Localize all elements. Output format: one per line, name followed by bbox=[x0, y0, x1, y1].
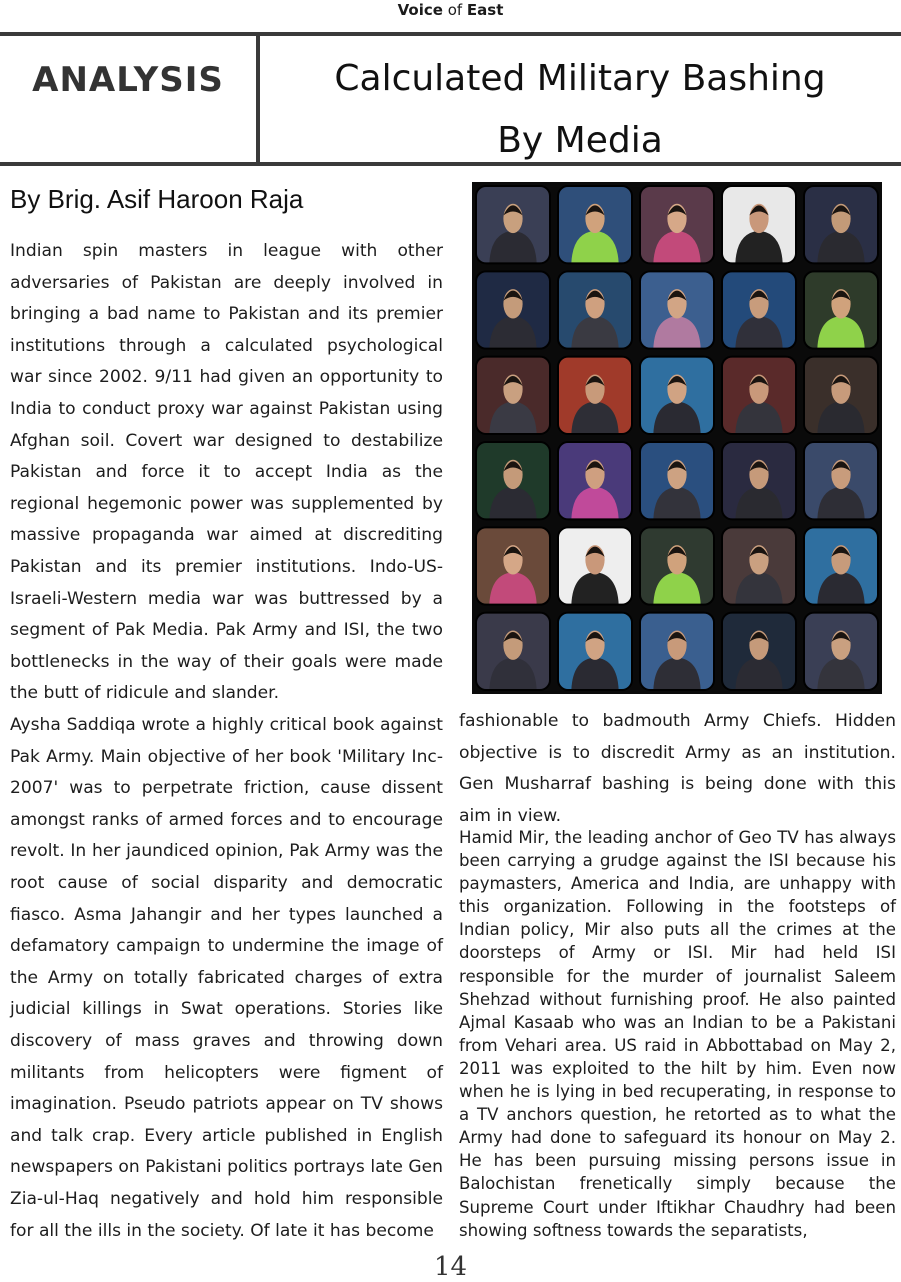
tv-screens-icon bbox=[472, 182, 882, 694]
tv-screen bbox=[722, 271, 796, 348]
article-title-line-1: Calculated Military Bashing bbox=[334, 58, 826, 99]
tv-screen bbox=[558, 271, 632, 348]
tv-screen bbox=[804, 357, 878, 434]
article-column-left-bottom bbox=[10, 710, 443, 1247]
header-divider bbox=[256, 36, 260, 164]
tv-screen bbox=[804, 271, 878, 348]
paragraph: Hamid Mir, the leading anchor of Geo TV has always been carrying a grudge against the ISI because his paymasters, America and India, are unhappy with this organization. Following in the footsteps of Indian policy, Mir also puts all the crimes at the doorsteps of Army or ISI. Mir had held ISI responsible for the murder of journalist Saleem Shehzad without furnishing proof. He also painted Ajmal Kasaab who was an Indian to be a Pakistani from Vehari area. US raid in Abbottabad on May 2, 2011 was exploited to the hilt by him. Even now when he is lying in bed recuperating, in response to a TV anchors question, he retorted as to what the Army had done to safeguard its honour on May 2. He has been pursuing missing persons issue in Balochistan frenetically simply because the Supreme Court under Iftikhar Chaudhry had been showing softness towards the separatists, bbox=[459, 828, 896, 1240]
tv-screen bbox=[558, 186, 632, 263]
tv-screen bbox=[476, 613, 550, 690]
tv-screen bbox=[640, 527, 714, 604]
tv-screen bbox=[722, 357, 796, 434]
masthead bbox=[0, 0, 901, 24]
tv-screen bbox=[722, 186, 796, 263]
masthead-brand-2: East bbox=[466, 1, 504, 19]
tv-screen bbox=[640, 271, 714, 348]
tv-screen bbox=[476, 527, 550, 604]
article-column-right-bottom bbox=[459, 826, 896, 1242]
tv-screen bbox=[476, 357, 550, 434]
tv-screen bbox=[722, 442, 796, 519]
tv-screen bbox=[476, 442, 550, 519]
tv-screen bbox=[804, 186, 878, 263]
tv-screen bbox=[558, 527, 632, 604]
tv-screen bbox=[558, 613, 632, 690]
tv-screen bbox=[804, 442, 878, 519]
paragraph: Aysha Saddiqa wrote a highly critical book against Pak Army. Main objective of her book 'Military Inc-2007' was to perpetrate friction, cause dissent amongst ranks of armed forces and to encourage revolt. In her jaundiced opinion, Pak Army was the root cause of social disparity and democratic fiasco. Asma Jahangir and her types launched a defamatory campaign to undermine the image of the Army on totally fabricated charges of extra judicial killings in Swat operations. Stories like discovery of mass graves and throwing down militants from helicopters were figment of imagination. Pseudo patriots appear on TV shows and talk crap. Every article published in English newspapers on Pakistani politics portrays late Gen Zia-ul-Haq negatively and hold him responsible for all the ills in the society. Of late it has become bbox=[10, 715, 443, 1241]
masthead-brand-mid: of bbox=[442, 1, 467, 19]
tv-screen bbox=[722, 527, 796, 604]
article-title-line-2: By Media bbox=[497, 120, 663, 161]
paragraph: fashionable to badmouth Army Chiefs. Hidden objective is to discredit Army as an institution. Gen Musharraf bashing is being done with this aim in view. bbox=[459, 711, 896, 826]
tv-screen bbox=[804, 527, 878, 604]
page-number: 14 bbox=[433, 1252, 468, 1282]
article-title bbox=[300, 48, 860, 172]
header-top-rule bbox=[0, 32, 901, 36]
tv-screen bbox=[640, 186, 714, 263]
tv-screen bbox=[476, 186, 550, 263]
section-label: ANALYSIS bbox=[32, 60, 224, 100]
tv-screen bbox=[476, 271, 550, 348]
article-column-left-top bbox=[10, 236, 443, 710]
tv-screen bbox=[640, 442, 714, 519]
masthead-brand-1: Voice bbox=[397, 1, 443, 19]
tv-screen bbox=[804, 613, 878, 690]
tv-screen bbox=[640, 613, 714, 690]
paragraph: Indian spin masters in league with other adversaries of Pakistan are deeply involved in bringing a bad name to Pakistan and its premier institutions through a calculated psychological war since 2002. 9/11 had given an opportunity to India to conduct proxy war against Pakistan using Afghan soil. Covert war designed to destabilize Pakistan and force it to accept India as the regional hegemonic power was supplemented by massive propaganda war aimed at discrediting Pakistan and its premier institutions. Indo-US-Israeli-Western media war was buttressed by a segment of Pak Media. Pak Army and ISI, the two bottlenecks in the way of their goals were made the butt of ridicule and slander. bbox=[10, 241, 443, 704]
tv-collage-photo bbox=[472, 182, 882, 694]
tv-screen bbox=[640, 357, 714, 434]
article-column-right-top bbox=[459, 706, 896, 832]
byline: By Brig. Asif Haroon Raja bbox=[10, 184, 304, 214]
tv-screen bbox=[558, 442, 632, 519]
tv-screen bbox=[558, 357, 632, 434]
tv-screen bbox=[722, 613, 796, 690]
